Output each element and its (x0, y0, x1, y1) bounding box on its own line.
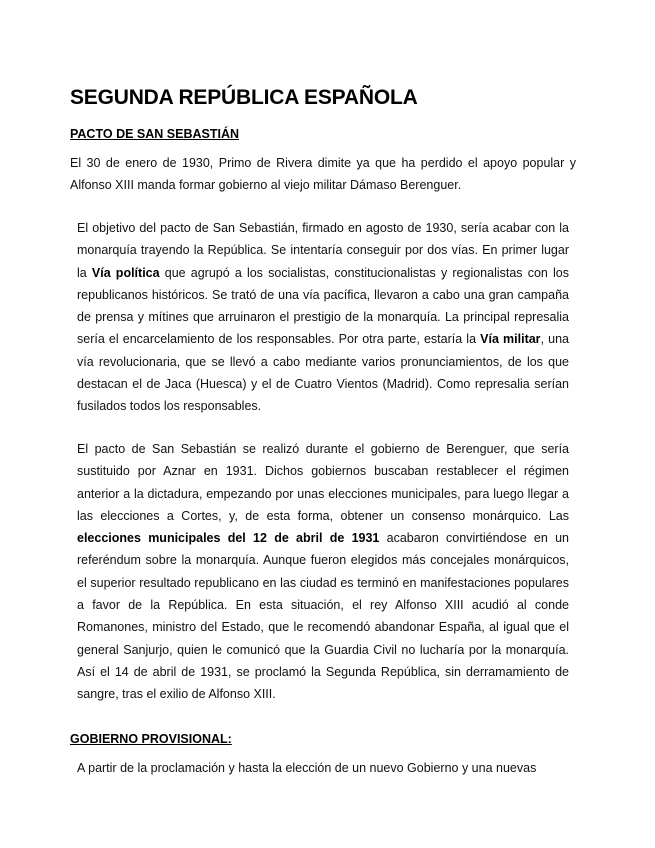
paragraph-gobierno: A partir de la proclamación y hasta la elección de un nuevo Gobierno y una nuevas (77, 761, 537, 775)
via-politica-term: Vía política (91, 265, 160, 280)
page-title: SEGUNDA REPÚBLICA ESPAÑOLA (70, 86, 418, 109)
paragraph-elecciones-text-2: acabaron convirtiéndose en un referéndum sobre la monarquía. Aunque fueron elegidos más concejales monárquicos, el superior resultado republicano en las ciudad es terminó en manifestaciones populares a favor de la República. En esta situación, el rey Alfonso XIII acudió al conde Romanones, ministro del Estado, que le recomendó abandonar España, al igual que el general Sanjurjo, quien le comunicó que la Guardia Civil no lucharía por la monarquía. Así el 14 de abril de 1931, se proclamó la Segunda República, sin derramamiento de sangre, tras el exilio de Alfonso XIII. (77, 531, 569, 702)
paragraph-objetivo-text-1: El objetivo del pacto de San Sebastián, firmado en agosto de 1930, sería acabar con la monarquía trayendo la República. Se intentaría conseguir por dos vías. En primer lugar la (77, 221, 569, 280)
paragraph-objetivo (77, 217, 569, 418)
elecciones-municipales-term: elecciones municipales del 12 de abril de 1931 (77, 531, 380, 546)
via-militar-term: Vía militar (480, 332, 541, 347)
paragraph-elecciones-text-1: El pacto de San Sebastián se realizó durante el gobierno de Berenguer, que sería sustituido por Aznar en 1931. Dichos gobiernos buscaban restablecer el régimen anterior a la dictadura, empezando por unas elecciones municipales, para luego llegar a las elecciones a Cortes, y, de esta forma, obtener un consenso monárquico. Las (77, 442, 569, 523)
paragraph-objetivo-text-2: que agrupó a los socialistas, constitucionalistas y regionalistas con los republicanos históricos. Se trató de una vía pacífica, llevaron a cabo una gran campaña de prensa y mítines que arruinaron el prestigio de la monarquía. La principal represalia sería el encarcelamiento de los responsables. Por otra parte, estaría la (77, 265, 569, 347)
paragraph-intro: El 30 de enero de 1930, Primo de Rivera dimite ya que ha perdido el apoyo popular y Alfonso XIII manda formar gobierno al viejo militar Dámaso Berenguer. (70, 156, 576, 193)
section-heading-pacto: PACTO DE SAN SEBASTIÁN (70, 127, 240, 141)
paragraph-elecciones (77, 438, 569, 706)
paragraph-objetivo-text-3: , una vía revolucionaria, que se llevó a cabo mediante varios pronunciamientos, de los que destacan el de Jaca (Huesca) y el de Cuatro Vientos (Madrid). Como represalia serían fusilados todos los responsables. (77, 332, 570, 414)
section-heading-gobierno: GOBIERNO PROVISIONAL: (70, 732, 232, 746)
